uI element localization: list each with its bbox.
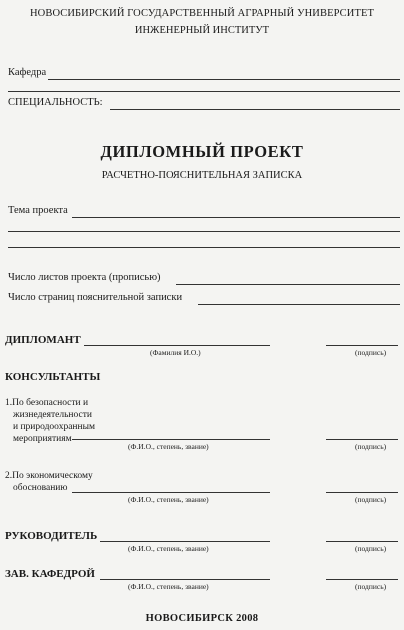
- supervisor-signature-field[interactable]: [326, 541, 398, 542]
- consultant1-label-line4: мероприятиям: [13, 434, 72, 444]
- consultant1-label-line3: и природоохранным: [13, 422, 95, 432]
- institute-name: ИНЖЕНЕРНЫЙ ИНСТИТУТ: [134, 25, 270, 36]
- department-field[interactable]: [48, 79, 400, 80]
- consultant1-label: [5, 397, 95, 445]
- consultant1-label-line1: 1.По безопасности и: [5, 398, 89, 408]
- document-title: ДИПЛОМНЫЙ ПРОЕКТ: [100, 142, 304, 161]
- supervisor-name-hint: (Ф.И.О., степень, звание): [128, 544, 209, 553]
- topic-field[interactable]: [72, 217, 400, 218]
- head-name-field[interactable]: [100, 579, 270, 580]
- consultant1-signature-field[interactable]: [326, 439, 398, 440]
- consultant2-name-field[interactable]: [72, 492, 270, 493]
- diplomant-signature-field[interactable]: [326, 345, 398, 346]
- consultant2-name-hint: (Ф.И.О., степень, звание): [128, 495, 209, 504]
- specialty-label: СПЕЦИАЛЬНОСТЬ:: [8, 97, 103, 108]
- sheets-label: Число листов проекта (прописью): [8, 272, 161, 283]
- diplomant-name-field[interactable]: [84, 345, 270, 346]
- head-signature-hint: (подпись): [355, 582, 387, 591]
- diplomant-label: ДИПЛОМАНТ: [5, 334, 81, 346]
- consultant2-label: [5, 470, 93, 494]
- department-label: Кафедра: [8, 67, 47, 78]
- diplomant-signature-hint: (подпись): [355, 348, 387, 357]
- consultant2-signature-hint: (подпись): [355, 495, 387, 504]
- head-signature-field[interactable]: [326, 579, 398, 580]
- specialty-field[interactable]: [110, 109, 400, 110]
- head-label: ЗАВ. КАФЕДРОЙ: [5, 568, 95, 580]
- consultant1-name-hint: (Ф.И.О., степень, звание): [128, 442, 209, 451]
- supervisor-signature-hint: (подпись): [355, 544, 387, 553]
- department-field-extra[interactable]: [8, 91, 400, 92]
- consultant2-signature-field[interactable]: [326, 492, 398, 493]
- consultant1-name-field[interactable]: [72, 439, 270, 440]
- consultant2-label-line1: 2.По экономическому: [5, 471, 93, 481]
- supervisor-label: РУКОВОДИТЕЛЬ: [5, 530, 98, 542]
- pages-label: Число страниц пояснительной записки: [8, 292, 183, 303]
- diplomant-name-hint: (Фамилия И.О.): [150, 348, 201, 357]
- consultant1-label-line2: жизнедеятельности: [13, 410, 92, 420]
- topic-field-line2[interactable]: [8, 231, 400, 232]
- supervisor-name-field[interactable]: [100, 541, 270, 542]
- consultants-heading: КОНСУЛЬТАНТЫ: [5, 371, 101, 383]
- sheets-field[interactable]: [176, 284, 400, 285]
- city-year: НОВОСИБИРСК 2008: [145, 613, 259, 624]
- topic-label: Тема проекта: [8, 205, 68, 216]
- topic-field-line3[interactable]: [8, 247, 400, 248]
- university-name: НОВОСИБИРСКИЙ ГОСУДАРСТВЕННЫЙ АГРАРНЫЙ УНИВЕРСИТЕТ: [29, 8, 374, 19]
- document-subtitle: РАСЧЕТНО-ПОЯСНИТЕЛЬНАЯ ЗАПИСКА: [101, 170, 303, 181]
- head-name-hint: (Ф.И.О., степень, звание): [128, 582, 209, 591]
- consultant1-signature-hint: (подпись): [355, 442, 387, 451]
- pages-field[interactable]: [198, 304, 400, 305]
- consultant2-label-line2: обоснованию: [13, 483, 68, 493]
